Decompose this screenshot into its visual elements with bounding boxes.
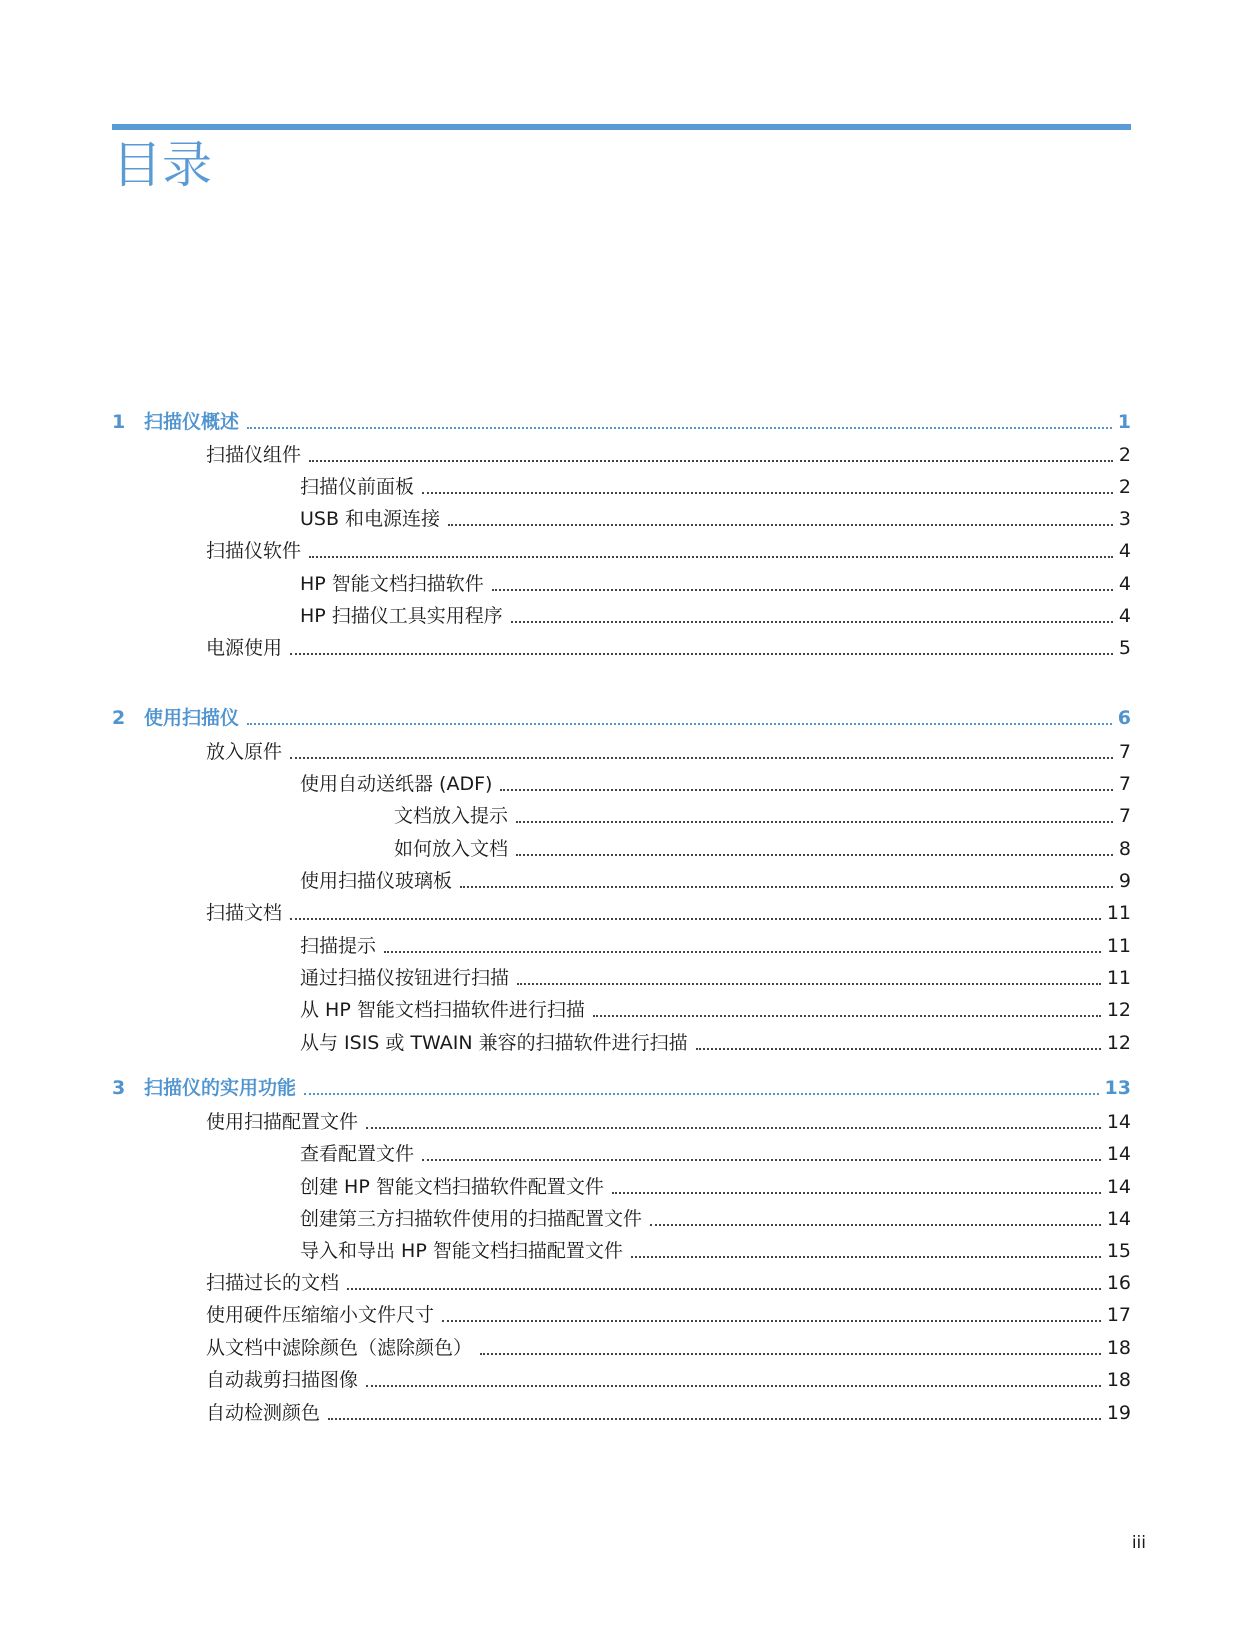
toc-entry-label: 通过扫描仪按钮进行扫描 bbox=[300, 967, 510, 989]
toc-entry[interactable] bbox=[300, 772, 1131, 796]
toc-entry[interactable] bbox=[206, 740, 1131, 764]
toc-entry-label: 使用扫描仪 bbox=[144, 707, 240, 729]
toc-page-number: 7 bbox=[1118, 773, 1131, 795]
toc-chapter-number: 1 bbox=[112, 411, 126, 433]
toc-entry-label: 从与 ISIS 或 TWAIN 兼容的扫描软件进行扫描 bbox=[300, 1032, 688, 1054]
toc-entry-label: 使用扫描配置文件 bbox=[206, 1111, 359, 1133]
toc-chapter-entry[interactable] bbox=[112, 410, 1131, 434]
toc-entry[interactable] bbox=[206, 636, 1131, 660]
toc-entry-label: 从文档中滤除颜色（滤除颜色） bbox=[206, 1337, 473, 1359]
toc-chapter-entry[interactable] bbox=[112, 1076, 1131, 1100]
toc-page-number: 4 bbox=[1118, 573, 1131, 595]
toc-leader-dots bbox=[290, 757, 1113, 759]
toc-entry-label: 文档放入提示 bbox=[394, 805, 509, 827]
toc-page-number: 1 bbox=[1117, 411, 1131, 433]
toc-leader-dots bbox=[511, 621, 1113, 623]
toc-page-number: 18 bbox=[1106, 1337, 1131, 1359]
toc-entry-label: HP 扫描仪工具实用程序 bbox=[300, 605, 503, 627]
toc-page-number: 7 bbox=[1118, 741, 1131, 763]
toc-leader-dots bbox=[384, 951, 1101, 953]
toc-leader-dots bbox=[328, 1418, 1101, 1420]
toc-leader-dots bbox=[460, 886, 1113, 888]
toc-entry[interactable] bbox=[206, 539, 1131, 563]
toc-page-number: 4 bbox=[1118, 540, 1131, 562]
toc-entry-label: 扫描仪软件 bbox=[206, 540, 302, 562]
toc-entry[interactable] bbox=[300, 507, 1131, 531]
toc-leader-dots bbox=[612, 1192, 1101, 1194]
toc-page-number: 12 bbox=[1106, 999, 1131, 1021]
toc-entry-label: 放入原件 bbox=[206, 741, 283, 763]
toc-leader-dots bbox=[516, 854, 1113, 856]
toc-leader-dots bbox=[696, 1048, 1101, 1050]
top-rule bbox=[112, 124, 1131, 130]
toc-leader-dots bbox=[517, 983, 1101, 985]
toc-leader-dots bbox=[593, 1015, 1101, 1017]
toc-page-number: 11 bbox=[1106, 902, 1131, 924]
toc-entry-label: 查看配置文件 bbox=[300, 1143, 415, 1165]
toc-leader-dots bbox=[366, 1127, 1101, 1129]
toc-entry[interactable] bbox=[206, 1110, 1131, 1134]
toc-leader-dots bbox=[304, 1093, 1099, 1095]
toc-page-number: 12 bbox=[1106, 1032, 1131, 1054]
toc-leader-dots bbox=[650, 1224, 1101, 1226]
toc-page-number: 11 bbox=[1106, 935, 1131, 957]
toc-page-number: 14 bbox=[1106, 1143, 1131, 1165]
toc-entry[interactable] bbox=[206, 901, 1131, 925]
toc-entry-label: 如何放入文档 bbox=[394, 838, 509, 860]
toc-entry[interactable] bbox=[206, 1271, 1131, 1295]
toc-entry-label: 扫描文档 bbox=[206, 902, 283, 924]
toc-entry[interactable] bbox=[300, 1207, 1131, 1231]
toc-leader-dots bbox=[492, 589, 1113, 591]
toc-entry-label: 使用自动送纸器 (ADF) bbox=[300, 773, 493, 795]
toc-entry[interactable] bbox=[300, 1239, 1131, 1263]
toc-page-number: 13 bbox=[1104, 1077, 1131, 1099]
toc-entry-label: 扫描仪概述 bbox=[144, 411, 240, 433]
toc-entry[interactable] bbox=[300, 604, 1131, 628]
toc-entry-label: USB 和电源连接 bbox=[300, 508, 441, 530]
toc-page-number: 11 bbox=[1106, 967, 1131, 989]
toc-entry-label: 扫描过长的文档 bbox=[206, 1272, 340, 1294]
toc-leader-dots bbox=[247, 723, 1112, 725]
toc-leader-dots bbox=[247, 427, 1112, 429]
toc-page-number: 15 bbox=[1106, 1240, 1131, 1262]
toc-leader-dots bbox=[422, 1159, 1101, 1161]
toc-entry[interactable] bbox=[300, 1031, 1131, 1055]
toc-entry-label: 使用扫描仪玻璃板 bbox=[300, 870, 453, 892]
toc-entry-label: 创建第三方扫描软件使用的扫描配置文件 bbox=[300, 1208, 643, 1230]
toc-leader-dots bbox=[309, 556, 1113, 558]
toc-leader-dots bbox=[631, 1256, 1101, 1258]
toc-page-number: 18 bbox=[1106, 1369, 1131, 1391]
toc-entry[interactable] bbox=[300, 572, 1131, 596]
toc-chapter-number: 2 bbox=[112, 707, 126, 729]
toc-page-number: 14 bbox=[1106, 1208, 1131, 1230]
toc-entry[interactable] bbox=[206, 1368, 1131, 1392]
toc-chapter-number: 3 bbox=[112, 1077, 126, 1099]
toc-page-number: 7 bbox=[1118, 805, 1131, 827]
toc-entry-label: 扫描提示 bbox=[300, 935, 377, 957]
toc-entry-label: 自动裁剪扫描图像 bbox=[206, 1369, 359, 1391]
toc-page-number: 2 bbox=[1118, 476, 1131, 498]
toc-entry-label: 导入和导出 HP 智能文档扫描配置文件 bbox=[300, 1240, 623, 1262]
toc-leader-dots bbox=[442, 1320, 1101, 1322]
toc-entry[interactable] bbox=[394, 804, 1131, 828]
toc-entry-label: 电源使用 bbox=[206, 637, 283, 659]
toc-entry[interactable] bbox=[394, 837, 1131, 861]
toc-entry[interactable] bbox=[206, 1401, 1131, 1425]
toc-leader-dots bbox=[309, 460, 1113, 462]
toc-entry[interactable] bbox=[300, 966, 1131, 990]
toc-page-number: 5 bbox=[1118, 637, 1131, 659]
toc-entry[interactable] bbox=[300, 1142, 1131, 1166]
toc-page-number: 4 bbox=[1118, 605, 1131, 627]
toc-page-number: 19 bbox=[1106, 1402, 1131, 1424]
toc-leader-dots bbox=[448, 524, 1113, 526]
toc-entry[interactable] bbox=[300, 934, 1131, 958]
toc-entry-label: 扫描仪的实用功能 bbox=[144, 1077, 297, 1099]
toc-entry[interactable] bbox=[300, 1175, 1131, 1199]
toc-entry-label: 扫描仪前面板 bbox=[300, 476, 415, 498]
toc-entry-label: HP 智能文档扫描软件 bbox=[300, 573, 484, 595]
toc-entry-label: 扫描仪组件 bbox=[206, 444, 302, 466]
toc-leader-dots bbox=[422, 492, 1113, 494]
toc-entry[interactable] bbox=[300, 869, 1131, 893]
toc-page-number: 14 bbox=[1106, 1111, 1131, 1133]
toc-entry-label: 从 HP 智能文档扫描软件进行扫描 bbox=[300, 999, 585, 1021]
toc-page-number: 6 bbox=[1117, 707, 1131, 729]
toc-page-number: 8 bbox=[1118, 838, 1131, 860]
toc-leader-dots bbox=[366, 1385, 1101, 1387]
toc-leader-dots bbox=[516, 821, 1113, 823]
toc-leader-dots bbox=[480, 1353, 1101, 1355]
toc-leader-dots bbox=[290, 653, 1113, 655]
toc-entry[interactable] bbox=[206, 443, 1131, 467]
toc-entry-label: 自动检测颜色 bbox=[206, 1402, 321, 1424]
toc-page-number: 14 bbox=[1106, 1176, 1131, 1198]
toc-page-number: 9 bbox=[1118, 870, 1131, 892]
toc-leader-dots bbox=[500, 789, 1112, 791]
toc-entry[interactable] bbox=[206, 1336, 1131, 1360]
toc-page-number: 2 bbox=[1118, 444, 1131, 466]
toc-page-number: 3 bbox=[1118, 508, 1131, 530]
toc-leader-dots bbox=[347, 1288, 1101, 1290]
toc-page-number: 16 bbox=[1106, 1272, 1131, 1294]
toc-entry[interactable] bbox=[300, 475, 1131, 499]
toc-chapter-entry[interactable] bbox=[112, 706, 1131, 730]
toc-leader-dots bbox=[290, 918, 1101, 920]
page-title: 目录 bbox=[112, 136, 212, 194]
toc-entry-label: 创建 HP 智能文档扫描软件配置文件 bbox=[300, 1176, 604, 1198]
page-number: iii bbox=[1131, 1533, 1146, 1553]
toc-page-number: 17 bbox=[1106, 1304, 1131, 1326]
toc-entry[interactable] bbox=[206, 1303, 1131, 1327]
toc-entry-label: 使用硬件压缩缩小文件尺寸 bbox=[206, 1304, 435, 1326]
toc-entry[interactable] bbox=[300, 998, 1131, 1022]
